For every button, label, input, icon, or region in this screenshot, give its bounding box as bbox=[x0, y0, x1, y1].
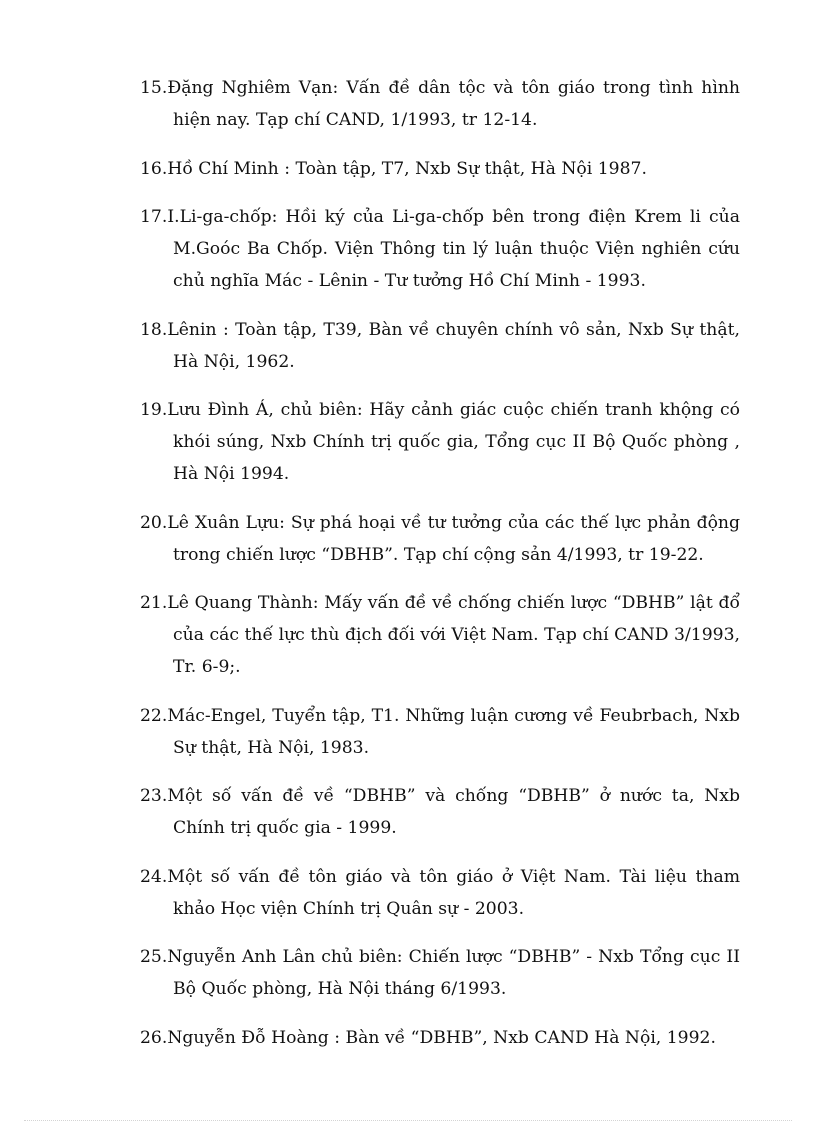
reference-item bbox=[140, 153, 740, 185]
reference-item bbox=[140, 587, 740, 683]
reference-item bbox=[140, 201, 740, 297]
reference-item bbox=[140, 394, 740, 490]
reference-number: 17. bbox=[140, 207, 168, 227]
reference-text: Mác-Engel, Tuyển tập, T1. Những luận cương về Feubrbach, Nxb Sự thật, Hà Nội, 1983. bbox=[167, 705, 740, 758]
reference-number: 22. bbox=[140, 705, 168, 726]
reference-list bbox=[140, 72, 740, 1070]
reference-text: Lê Quang Thành: Mấy vấn đề về chống chiến lược “DBHB” lật đổ của các thế lực thù địch đối với Việt Nam. Tạp chí CAND 3/1993, Tr. 6-9;. bbox=[167, 593, 740, 677]
reference-item bbox=[140, 780, 740, 844]
reference-item bbox=[140, 1022, 740, 1054]
reference-item bbox=[140, 861, 740, 925]
reference-text: Một số vấn đề về “DBHB” và chống “DBHB” ở nước ta, Nxb Chính trị quốc gia - 1999. bbox=[167, 786, 740, 838]
reference-number: 24. bbox=[140, 866, 168, 887]
reference-text: Một số vấn đề tôn giáo và tôn giáo ở Việt Nam. Tài liệu tham khảo Học viện Chính trị Quân sự - 2003. bbox=[167, 866, 740, 919]
reference-number: 16. bbox=[140, 158, 168, 179]
reference-text: Nguyễn Anh Lân chủ biên: Chiến lược “DBHB” - Nxb Tổng cục II Bộ Quốc phòng, Hà Nội tháng 6/1993. bbox=[167, 947, 740, 999]
reference-item bbox=[140, 507, 740, 571]
reference-item bbox=[140, 72, 740, 136]
reference-item bbox=[140, 700, 740, 764]
page-bottom-divider bbox=[24, 1120, 792, 1121]
reference-text: Hồ Chí Minh : Toàn tập, T7, Nxb Sự thật, Hà Nội 1987. bbox=[167, 158, 647, 179]
reference-number: 20. bbox=[140, 512, 168, 533]
reference-number: 26. bbox=[140, 1027, 168, 1048]
reference-number: 25. bbox=[140, 947, 168, 967]
reference-text: Lê Xuân Lựu: Sự phá hoại về tư tưởng của các thế lực phản động trong chiến lược “DBHB”. Tạp chí cộng sản 4/1993, tr 19-22. bbox=[167, 512, 740, 565]
reference-item bbox=[140, 314, 740, 378]
reference-text: Nguyễn Đỗ Hoàng : Bàn về “DBHB”, Nxb CAND Hà Nội, 1992. bbox=[167, 1027, 716, 1048]
reference-number: 18. bbox=[140, 319, 168, 340]
reference-text: Lênin : Toàn tập, T39, Bàn về chuyên chính vô sản, Nxb Sự thật, Hà Nội, 1962. bbox=[167, 319, 740, 372]
reference-text: Lưu Đình Á, chủ biên: Hãy cảnh giác cuộc chiến tranh khộng có khói súng, Nxb Chính trị quốc gia, Tổng cục II Bộ Quốc phòng , Hà Nội 1994. bbox=[167, 400, 740, 484]
reference-number: 15. bbox=[140, 78, 168, 98]
reference-text: I.Li-ga-chốp: Hồi ký của Li-ga-chốp bên trong điện Krem li của M.Goóc Ba Chốp. Viện Thông tin lý luận thuộc Viện nghiên cứu chủ nghĩa Mác - Lênin - Tư tưởng Hồ Chí Minh - 1993. bbox=[167, 207, 740, 291]
reference-item bbox=[140, 941, 740, 1005]
reference-number: 23. bbox=[140, 786, 168, 806]
reference-number: 19. bbox=[140, 400, 168, 420]
reference-text: Đặng Nghiêm Vạn: Vấn đề dân tộc và tôn giáo trong tình hình hiện nay. Tạp chí CAND, 1/1993, tr 12-14. bbox=[167, 78, 740, 130]
reference-number: 21. bbox=[140, 593, 168, 613]
